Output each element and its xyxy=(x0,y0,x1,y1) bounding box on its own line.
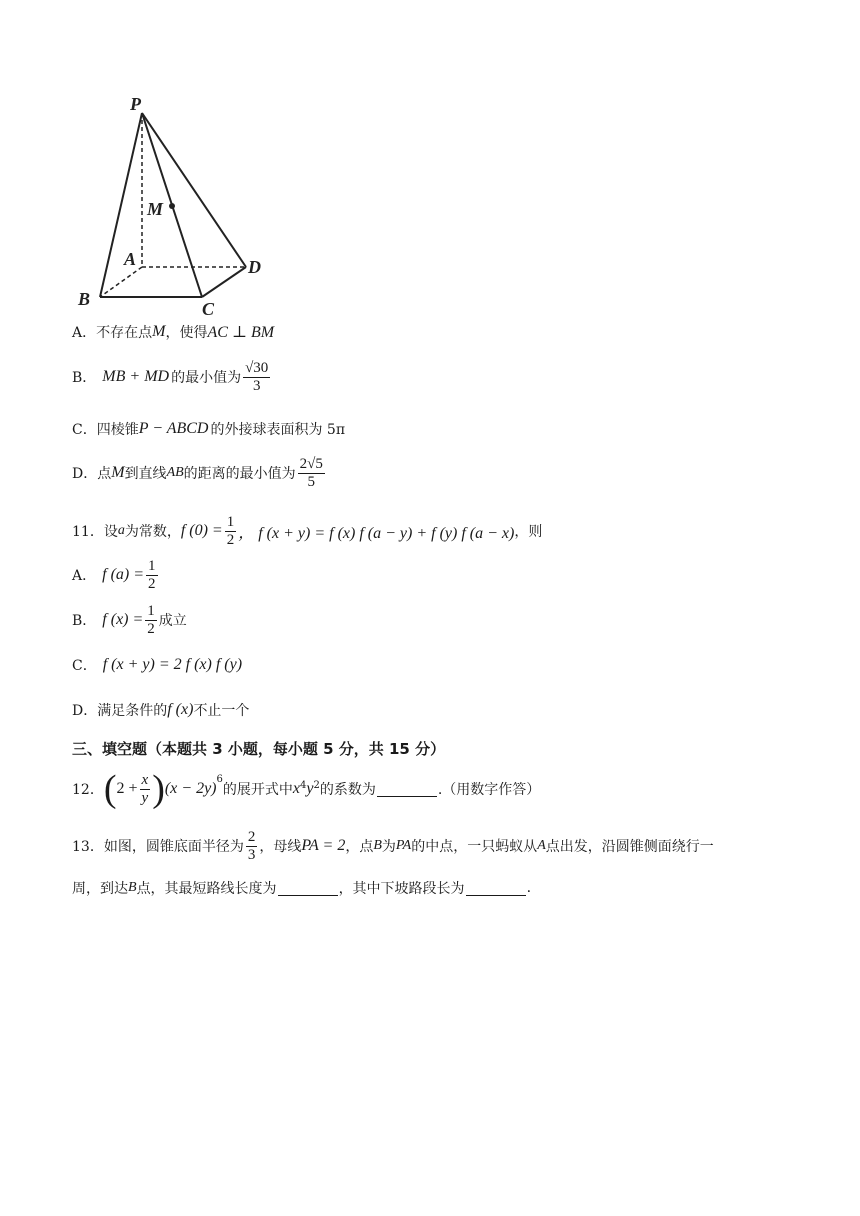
option-prefix: A． xyxy=(72,325,97,341)
question-number: 12． xyxy=(72,782,104,798)
question-text: 为常数， xyxy=(124,524,181,540)
edge-PD xyxy=(142,113,246,267)
math-var: B xyxy=(373,838,382,853)
math-var: a xyxy=(117,523,125,538)
edge-PB xyxy=(100,113,142,297)
fraction xyxy=(225,514,237,548)
math-expr: AC ⊥ BM xyxy=(207,324,275,341)
math-var: AB xyxy=(166,465,184,480)
math-var: PA xyxy=(395,838,412,853)
fraction-numerator: 2 xyxy=(247,829,256,845)
answer-blank[interactable] xyxy=(377,782,437,797)
option-text: ，使得 xyxy=(165,325,208,341)
answer-blank-2[interactable] xyxy=(466,881,526,896)
fraction-numerator: 2√5 xyxy=(299,456,323,472)
math-var: A xyxy=(537,838,546,853)
exponent: 4 xyxy=(299,780,307,791)
answer-blank-1[interactable] xyxy=(278,881,338,896)
option-text: 到直线 xyxy=(124,466,167,482)
label-P: P xyxy=(130,94,141,114)
q11-option-b xyxy=(72,603,187,637)
question-text: 13．如图，圆锥底面半径为 xyxy=(72,839,244,855)
q10-option-d xyxy=(72,456,327,490)
q10-option-c xyxy=(72,419,345,439)
option-text: 点 xyxy=(97,466,112,482)
math-expr: f (x) xyxy=(167,701,194,718)
q12 xyxy=(72,770,540,808)
option-text: 满足条件的 xyxy=(97,703,168,719)
math-expr: MB + MD xyxy=(102,368,170,385)
option-prefix: C． xyxy=(72,658,97,674)
math-expr: P − ABCD xyxy=(138,420,209,437)
right-paren: ) xyxy=(152,768,165,810)
point-M xyxy=(169,203,175,209)
math-expr: f (0) = xyxy=(180,522,223,539)
left-paren: ( xyxy=(103,768,117,810)
option-prefix: B． xyxy=(72,613,97,629)
fraction-denominator: 2 xyxy=(226,531,235,548)
q11-stem xyxy=(72,514,542,548)
fraction xyxy=(246,829,258,863)
question-text: ，点 xyxy=(345,839,374,855)
option-text: 不存在点 xyxy=(96,325,153,341)
question-text: 的展开式中 xyxy=(222,782,293,798)
math-var: M xyxy=(111,464,125,481)
label-A: A xyxy=(124,249,137,269)
option-text: 的距离的最小值为 xyxy=(183,466,296,482)
fraction xyxy=(140,772,151,806)
fraction xyxy=(146,558,158,592)
math-var: x xyxy=(292,780,300,797)
fraction-denominator: y xyxy=(141,789,149,806)
math-expr: 2 + xyxy=(116,780,138,797)
q10-option-a xyxy=(72,322,274,342)
fraction-numerator: 1 xyxy=(148,558,156,574)
option-text: 的外接球表面积为 5π xyxy=(210,422,346,438)
option-prefix: D． xyxy=(72,466,98,482)
fraction-denominator: 2 xyxy=(148,575,156,592)
question-text: 点出发，沿圆锥侧面绕行一 xyxy=(545,839,714,855)
math-expr: (x − 2y) xyxy=(164,780,217,797)
edge-CD xyxy=(202,267,246,297)
q11-option-c xyxy=(72,655,242,675)
option-text: 的最小值为 xyxy=(171,370,242,386)
q13-line2 xyxy=(72,878,531,898)
option-text: 成立 xyxy=(158,613,187,629)
q13-line1 xyxy=(72,829,714,863)
fraction xyxy=(145,603,157,637)
fraction xyxy=(243,360,270,394)
option-prefix: A． xyxy=(72,568,97,584)
fraction-denominator: 3 xyxy=(247,846,256,863)
math-expr: f (x + y) = 2 f (x) f (y) xyxy=(102,656,243,673)
fraction-denominator: 3 xyxy=(252,377,261,394)
q11-option-d xyxy=(72,700,249,720)
fraction-numerator: x xyxy=(141,772,149,788)
question-text: 周，到达 xyxy=(72,881,128,897)
q11-option-a xyxy=(72,558,160,592)
fraction xyxy=(298,456,325,490)
question-text: ，其中下坡路段长为 xyxy=(338,881,465,897)
question-text: 的中点，一只蚂蚁从 xyxy=(411,839,538,855)
math-var: y xyxy=(306,780,314,797)
label-B: B xyxy=(78,289,91,309)
fraction-numerator: 1 xyxy=(147,603,155,619)
label-D: D xyxy=(248,257,261,277)
math-var: M xyxy=(152,323,166,340)
option-prefix: B． xyxy=(72,370,97,386)
option-text: 四棱锥 xyxy=(96,422,139,438)
fraction-denominator: 2 xyxy=(147,620,155,637)
exponent: 6 xyxy=(216,774,223,785)
fraction-denominator: 5 xyxy=(307,473,316,490)
question-text: 点，其最短路线长度为 xyxy=(136,881,277,897)
question-text: 11．设 xyxy=(72,524,118,540)
question-text: ，则 xyxy=(514,524,543,540)
label-C: C xyxy=(202,299,215,319)
fraction-numerator: √30 xyxy=(245,360,269,376)
exponent: 2 xyxy=(313,780,320,791)
question-text: ，母线 xyxy=(259,839,302,855)
pyramid-figure xyxy=(70,90,280,320)
question-text: . xyxy=(526,880,532,896)
math-var: B xyxy=(128,880,137,895)
math-expr: PA = 2 xyxy=(301,837,346,854)
fraction-numerator: 1 xyxy=(226,514,235,530)
label-M: M xyxy=(147,199,164,219)
question-text: 的系数为 xyxy=(319,782,376,798)
section-heading: 三、填空题（本题共 3 小题，每小题 5 分，共 15 分） xyxy=(72,740,446,758)
option-prefix: C． xyxy=(72,422,97,438)
math-expr: f (a) = xyxy=(102,566,145,583)
question-text: 为 xyxy=(381,839,396,855)
question-text: .（用数字作答） xyxy=(437,782,541,798)
q10-option-b xyxy=(72,360,272,394)
option-text: 不止一个 xyxy=(193,703,250,719)
math-expr: ， f (x + y) = f (x) f (a − y) + f (y) f (a − x) xyxy=(238,524,515,542)
option-prefix: D． xyxy=(72,703,98,719)
math-expr: f (x) = xyxy=(102,611,144,628)
